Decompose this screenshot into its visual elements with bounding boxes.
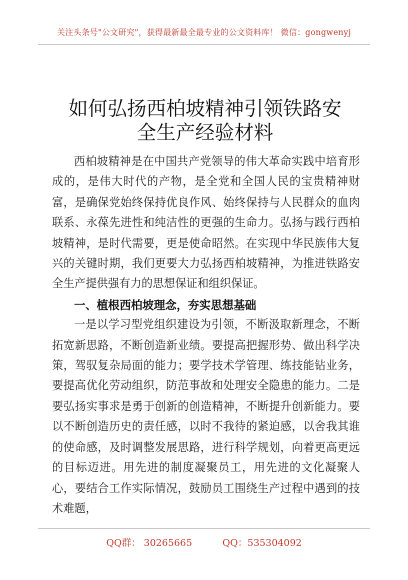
document-body (52, 152, 360, 519)
footer-divider (38, 528, 370, 529)
footer-contact: QQ群： 30265665 QQ：535304092 (106, 538, 302, 549)
intro-paragraph: 西柏坡精神是在中国共产党领导的伟大革命实践中培育形成的，是伟大时代的产物，是全党和全国人民的宝贵精神财富，是确保党始终保持优良作风、始终保持与人民群众的血肉联系、永葆先进性和纯洁性的更强的生命力。弘扬与践行西柏坡精神，是时代需要，更是使命昭然。在实现中华民族伟大复兴的关键时期，我们更要大力弘扬西柏坡精神，为推进铁路安全生产提供强有力的思想保证和组织保证。 (52, 155, 360, 291)
section-paragraph: 一是以学习型党组织建设为引领，不断汲取新理念，不断拓宽新思路，不断创造新业绩。要提高把握形势、做出科学决策，驾驭复杂局面的能力；要学技术学管理、练技能钻业务，要提高优化劳动组织，防范事故和处理安全隐患的能力。二是要弘扬实事求是勇于创新的创造精神，不断提升创新能力。要以不断创造历史的责任感，以时不我待的紧迫感，以舍我其谁的使命感，及时调整发展思路，进行科学规划，向着更高更远的目标迈进。用先进的制度凝聚员工，用先进的文化凝聚人心，要结合工作实际情况，鼓励员工围绕生产过程中遇到的技术难题， (52, 318, 360, 515)
header-divider (38, 44, 370, 45)
document-title: 如何弘扬西柏坡精神引领铁路安全生产经验材料 (68, 97, 342, 145)
section-heading: 一、植根西柏坡理念，夯实思想基础 (74, 297, 257, 312)
header-promo-text: 关注头条号"公文研究"，获得最新最全最专业的公文资料库！ 微信：gongwenyj (56, 28, 352, 37)
